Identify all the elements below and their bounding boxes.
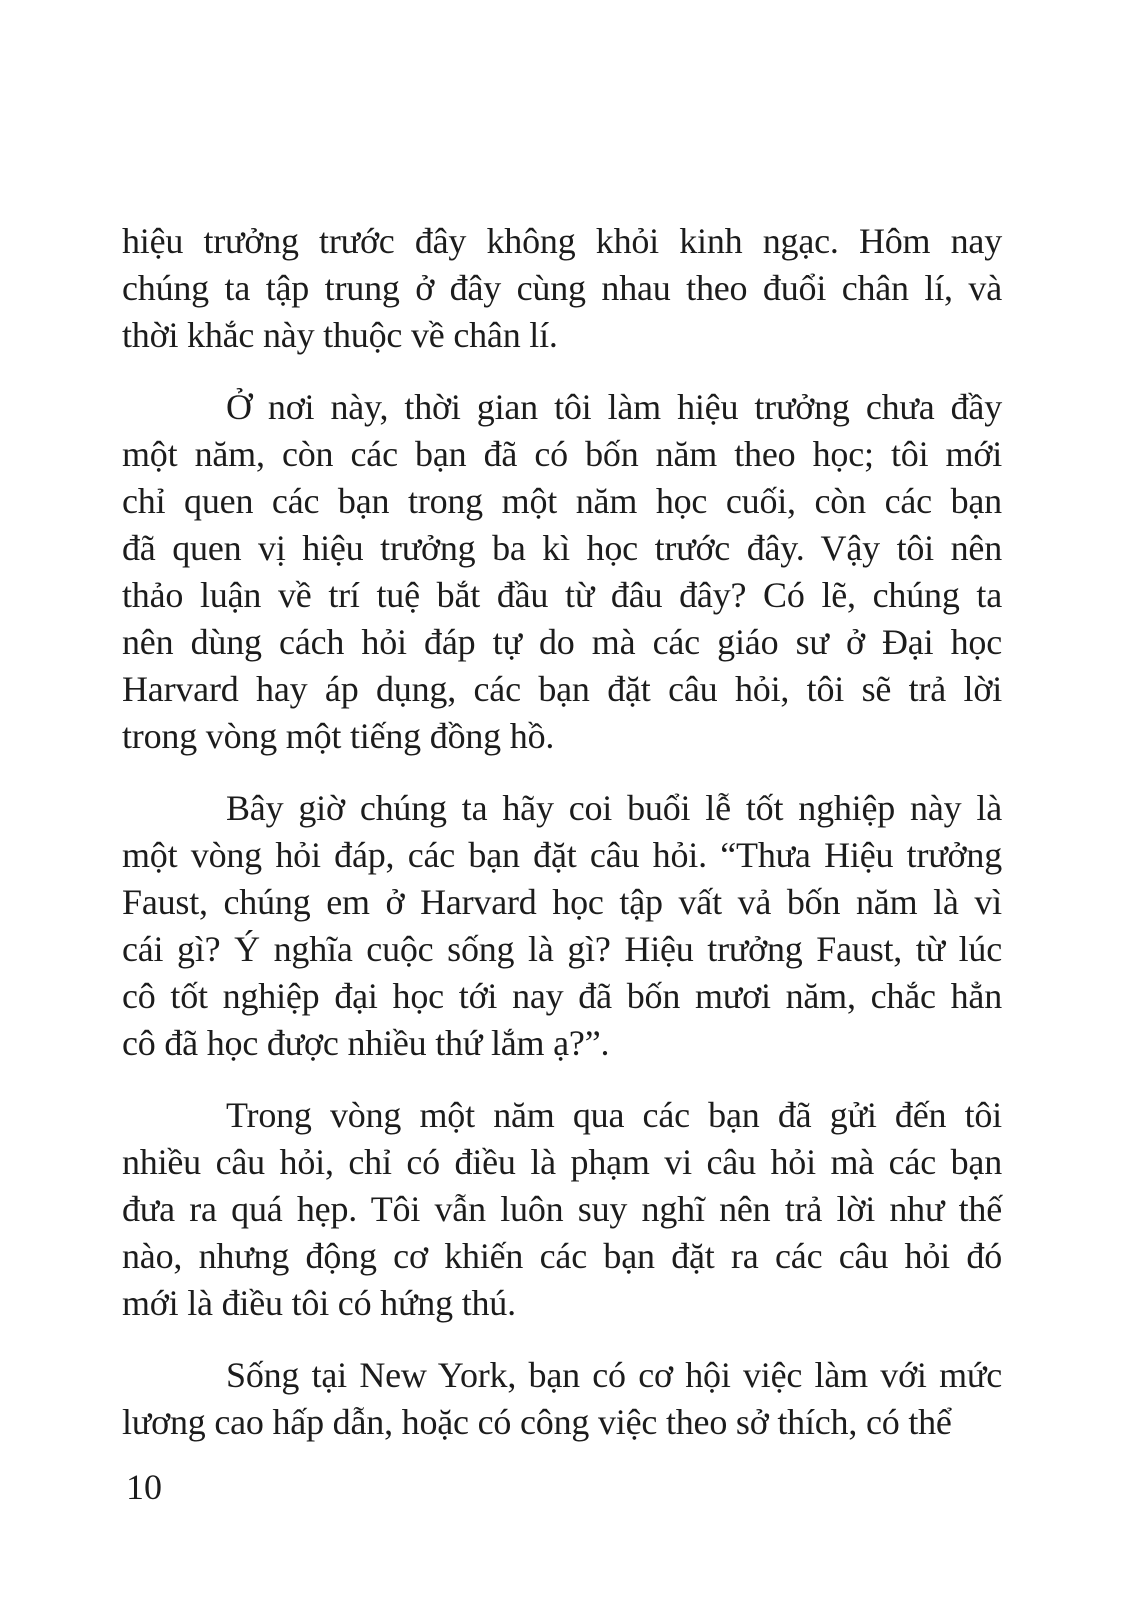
text-line: Sống tại New York, bạn có cơ hội việc làm với mức bbox=[226, 1355, 1002, 1395]
text-line: mới là điều tôi có hứng thú. bbox=[122, 1283, 516, 1323]
paragraph bbox=[122, 785, 1002, 1067]
text-line: một năm, còn các bạn đã có bốn năm theo học; tôi mới bbox=[122, 434, 1002, 474]
text-line: trong vòng một tiếng đồng hồ. bbox=[122, 716, 555, 756]
text-line: đưa ra quá hẹp. Tôi vẫn luôn suy nghĩ nên trả lời như thế bbox=[122, 1189, 1002, 1229]
text-line: Bây giờ chúng ta hãy coi buổi lễ tốt nghiệp này là bbox=[226, 788, 1002, 828]
text-line: nào, nhưng động cơ khiến các bạn đặt ra các câu hỏi đó bbox=[122, 1236, 1002, 1276]
text-line: nhiều câu hỏi, chỉ có điều là phạm vi câu hỏi mà các bạn bbox=[122, 1142, 1002, 1182]
text-line: lương cao hấp dẫn, hoặc có công việc theo sở thích, có thể bbox=[122, 1402, 952, 1442]
text-line: một vòng hỏi đáp, các bạn đặt câu hỏi. “Thưa Hiệu trưởng bbox=[122, 835, 1002, 875]
page-number: 10 bbox=[126, 1467, 162, 1507]
text-line: cô đã học được nhiều thứ lắm ạ?”. bbox=[122, 1023, 610, 1063]
paragraph bbox=[122, 1352, 1002, 1446]
paragraph bbox=[122, 384, 1002, 760]
paragraph bbox=[122, 1092, 1002, 1327]
text-line: thảo luận về trí tuệ bắt đầu từ đâu đây? Có lẽ, chúng ta bbox=[122, 575, 1002, 615]
text-line: thời khắc này thuộc về chân lí. bbox=[122, 315, 558, 355]
text-line: Faust, chúng em ở Harvard học tập vất vả bốn năm là vì bbox=[122, 882, 1002, 922]
text-line: chúng ta tập trung ở đây cùng nhau theo đuổi chân lí, và bbox=[122, 268, 1002, 308]
paragraph bbox=[122, 218, 1002, 359]
text-line: Harvard hay áp dụng, các bạn đặt câu hỏi, tôi sẽ trả lời bbox=[122, 669, 1002, 709]
text-line: hiệu trưởng trước đây không khỏi kinh ngạc. Hôm nay bbox=[122, 221, 1002, 261]
text-line: cô tốt nghiệp đại học tới nay đã bốn mươi năm, chắc hẳn bbox=[122, 976, 1002, 1016]
text-line: đã quen vị hiệu trưởng ba kì học trước đây. Vậy tôi nên bbox=[122, 528, 1002, 568]
text-line: nên dùng cách hỏi đáp tự do mà các giáo sư ở Đại học bbox=[122, 622, 1002, 662]
text-line: Ở nơi này, thời gian tôi làm hiệu trưởng chưa đầy bbox=[226, 387, 1002, 427]
text-line: chỉ quen các bạn trong một năm học cuối, còn các bạn bbox=[122, 481, 1002, 521]
text-line: Trong vòng một năm qua các bạn đã gửi đến tôi bbox=[226, 1095, 1002, 1135]
text-line: cái gì? Ý nghĩa cuộc sống là gì? Hiệu trưởng Faust, từ lúc bbox=[122, 929, 1002, 969]
body-text bbox=[122, 218, 1002, 1446]
